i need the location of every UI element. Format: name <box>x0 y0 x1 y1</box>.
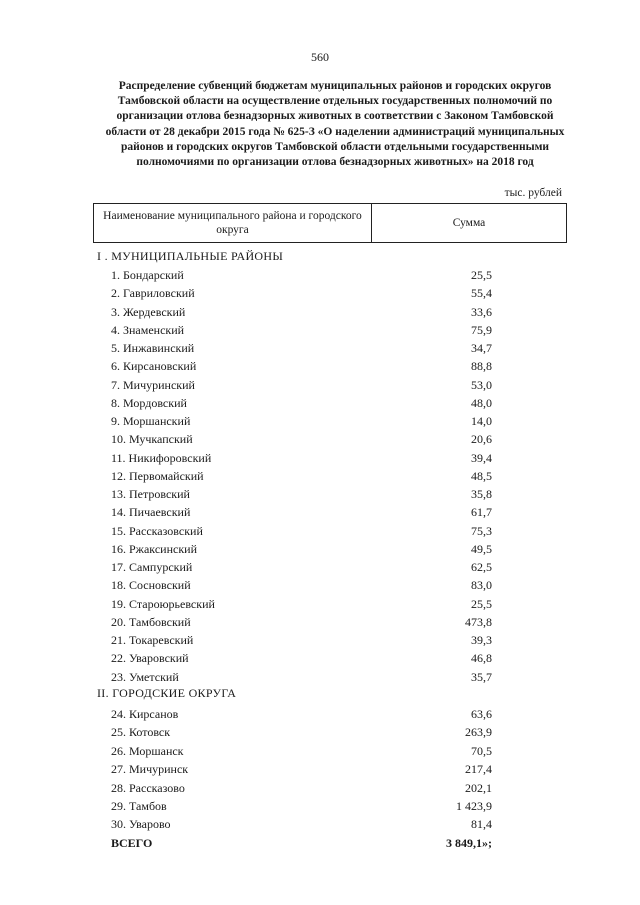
row-name: 3. Жердевский <box>111 304 186 319</box>
section-districts: I . МУНИЦИПАЛЬНЫЕ РАЙОНЫ <box>97 249 284 263</box>
table-row <box>0 396 640 414</box>
table-row <box>0 817 640 835</box>
row-sum: 1 423,9 <box>456 799 492 813</box>
table-header <box>93 203 567 243</box>
table-row <box>0 670 640 688</box>
table-row <box>0 597 640 615</box>
row-sum: 75,9 <box>471 322 492 337</box>
row-name: 6. Кирсановский <box>111 359 197 374</box>
table-row <box>0 268 640 286</box>
row-sum: 25,5 <box>471 268 492 282</box>
table-row <box>0 341 640 359</box>
table-row <box>0 744 640 762</box>
table-row <box>0 560 640 578</box>
table-row <box>0 305 640 323</box>
page-number: 560 <box>311 50 329 64</box>
table-row <box>0 432 640 450</box>
row-sum: 88,8 <box>471 359 492 374</box>
row-sum: 263,9 <box>465 725 492 740</box>
table-row <box>0 359 640 377</box>
row-sum: 70,5 <box>471 743 492 758</box>
table-row <box>0 578 640 596</box>
table-row <box>0 542 640 560</box>
row-name: 8. Мордовский <box>111 395 187 410</box>
document-title: Распределение субвенций бюджетам муниципальных районов и городских округов Тамбовской области на осуществление отдельных государственных полномочий по организации отлова безнадзорных животных в соответствии с Законом Тамбовской области от 28 декабри 2015 года № 625-З «О наделении администраций муниципальных районов и городских округов Тамбовской области отдельными государственными полномочиями по организации отлова безнадзорных животных» на 2018 год <box>105 80 565 169</box>
row-name: 9. Моршанский <box>111 414 191 428</box>
row-sum: 63,6 <box>471 707 492 721</box>
row-sum: 35,7 <box>471 669 492 684</box>
row-name: 2. Гавриловский <box>111 286 195 301</box>
row-sum: 39,4 <box>471 450 492 465</box>
row-sum: 217,4 <box>465 762 492 777</box>
table-row <box>0 781 640 799</box>
total-row <box>0 836 640 854</box>
table-row <box>0 414 640 432</box>
table-row <box>0 469 640 487</box>
table-row <box>0 378 640 396</box>
row-name: 10. Мучкапский <box>111 432 193 447</box>
row-name: 14. Пичаевский <box>111 505 191 520</box>
row-sum: 81,4 <box>471 817 492 832</box>
row-name: 12. Первомайский <box>111 468 204 483</box>
row-sum: 34,7 <box>471 341 492 355</box>
row-name: 28. Рассказово <box>111 780 185 795</box>
row-name: 13. Петровский <box>111 487 190 501</box>
row-name: 17. Сампурский <box>111 560 193 574</box>
row-name: 18. Сосновский <box>111 578 191 593</box>
table-row <box>0 762 640 780</box>
table-row <box>0 323 640 341</box>
units-label: тыс. рублей <box>504 187 562 199</box>
row-name: 21. Токаревский <box>111 633 194 647</box>
total-sum: 3 849,1»; <box>446 836 492 850</box>
table-row <box>0 524 640 542</box>
row-name: 5. Инжавинский <box>111 341 195 355</box>
table-row <box>0 286 640 304</box>
row-name: 29. Тамбов <box>111 799 167 813</box>
row-name: 22. Уваровский <box>111 651 189 666</box>
row-name: 25. Котовск <box>111 725 171 740</box>
row-sum: 53,0 <box>471 377 492 392</box>
table-row <box>0 505 640 523</box>
row-sum: 48,5 <box>471 468 492 483</box>
row-name: 20. Тамбовский <box>111 614 191 629</box>
row-sum: 83,0 <box>471 578 492 593</box>
row-sum: 202,1 <box>465 780 492 795</box>
row-name: 16. Ржаксинский <box>111 541 197 556</box>
row-name: 24. Кирсанов <box>111 707 179 721</box>
row-name: 30. Уварово <box>111 817 171 832</box>
row-sum: 14,0 <box>471 414 492 428</box>
row-name: 1. Бондарский <box>111 268 184 282</box>
row-sum: 61,7 <box>471 505 492 520</box>
row-sum: 55,4 <box>471 286 492 301</box>
row-sum: 35,8 <box>471 487 492 501</box>
row-sum: 473,8 <box>465 614 492 629</box>
table-row <box>0 451 640 469</box>
table-row <box>0 707 640 725</box>
row-name: 23. Уметский <box>111 669 179 684</box>
row-sum: 46,8 <box>471 651 492 666</box>
row-sum: 49,5 <box>471 541 492 556</box>
row-sum: 33,6 <box>471 304 492 319</box>
row-name: 4. Знаменский <box>111 322 185 337</box>
section-cities: II. ГОРОДСКИЕ ОКРУГА <box>97 686 237 700</box>
total-label: ВСЕГО <box>111 836 153 850</box>
row-sum: 20,6 <box>471 432 492 447</box>
row-sum: 39,3 <box>471 633 492 647</box>
table-row <box>0 487 640 505</box>
row-sum: 48,0 <box>471 395 492 410</box>
header-sum-cell: Сумма <box>452 217 486 229</box>
row-sum: 25,5 <box>471 596 492 611</box>
row-name: 7. Мичуринский <box>111 377 195 392</box>
row-sum: 75,3 <box>471 523 492 538</box>
row-name: 27. Мичуринск <box>111 762 189 777</box>
row-name: 19. Староюрьевский <box>111 596 215 611</box>
row-name: 11. Никифоровский <box>111 450 212 465</box>
header-name-cell: Наименование муниципального района и городского округа <box>94 204 372 242</box>
table-row <box>0 725 640 743</box>
row-name: 26. Моршанск <box>111 743 184 758</box>
row-sum: 62,5 <box>471 560 492 574</box>
row-name: 15. Рассказовский <box>111 523 203 538</box>
table-row <box>0 633 640 651</box>
table-row <box>0 799 640 817</box>
table-row <box>0 651 640 669</box>
table-row <box>0 615 640 633</box>
